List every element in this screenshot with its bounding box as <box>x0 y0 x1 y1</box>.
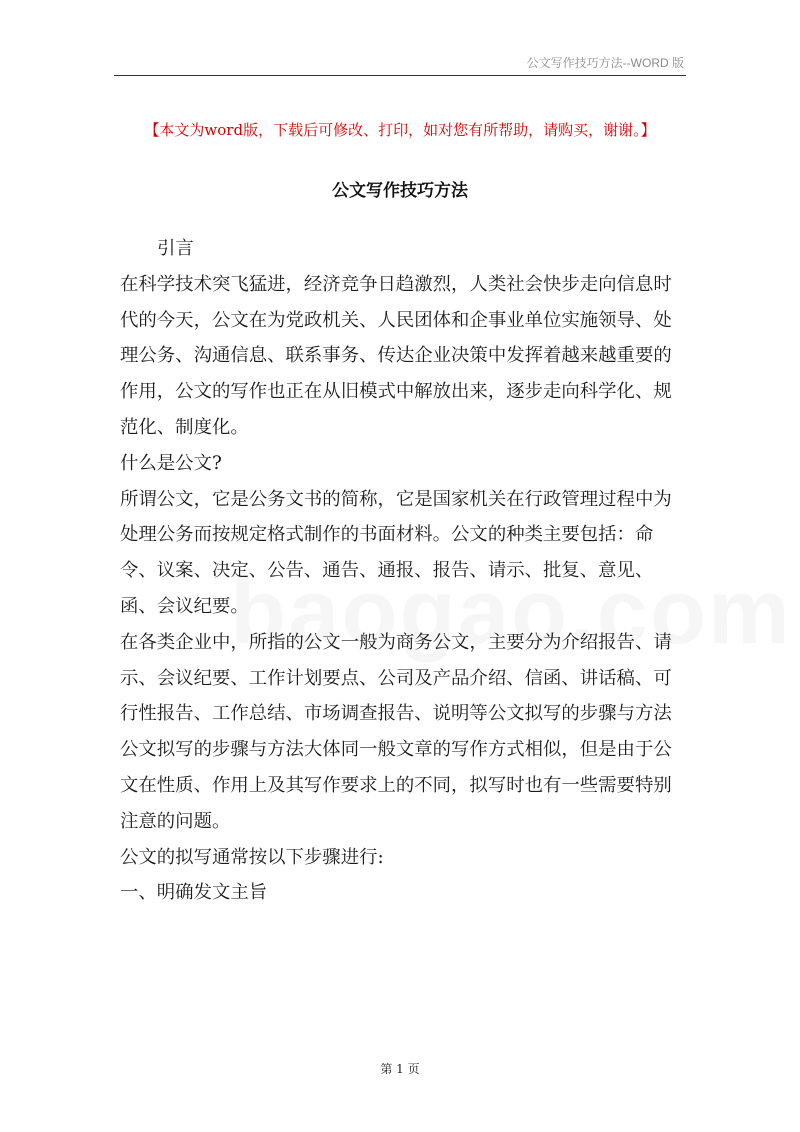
page-number: 第 1 页 <box>380 1062 420 1076</box>
paragraph: 所谓公文，它是公务文书的简称，它是国家机关在行政管理过程中为处理公务而按规定格式制作的书面材料。公文的种类主要包括：命令、议案、决定、公告、通告、通报、报告、请示、批复、意见、函、会议纪要。 <box>120 488 672 617</box>
download-notice: 【本文为word版，下载后可修改、打印，如对您有所帮助，请购买，谢谢。】 <box>144 121 656 139</box>
running-header: 公文写作技巧方法--WORD 版 <box>526 56 684 70</box>
section-heading-what-is: 什么是公文? <box>120 452 222 474</box>
document-body <box>120 231 685 911</box>
paragraph: 在各类企业中，所指的公文一般为商务公文，主要分为介绍报告、请示、会议纪要、工作计划要点、公司及产品介绍、信函、讲话稿、可行性报告、工作总结、市场调查报告、说明等公文拟写的步骤与方法 <box>120 631 672 725</box>
paragraph: 公文拟写的步骤与方法大体同一般文章的写作方式相似，但是由于公文在性质、作用上及其写作要求上的不同，拟写时也有一些需要特别注意的问题。 <box>120 739 672 832</box>
paragraph: 在科学技术突飞猛进，经济竞争日趋激烈，人类社会快步走向信息时代的今天，公文在为党政机关、人民团体和企事业单位实施领导、处理公务、沟通信息、联系事务、传达企业决策中发挥着越来越重要的作用，公文的写作也正在从旧模式中解放出来，逐步走向科学化、规范化、制度化。 <box>120 273 672 438</box>
section-heading-intro: 引言 <box>157 238 194 259</box>
document-title: 公文写作技巧方法 <box>332 181 468 201</box>
header-divider <box>114 75 686 76</box>
paragraph: 公文的拟写通常按以下步骤进行: <box>120 846 384 868</box>
section-heading-step-one: 一、明确发文主旨 <box>120 882 268 904</box>
